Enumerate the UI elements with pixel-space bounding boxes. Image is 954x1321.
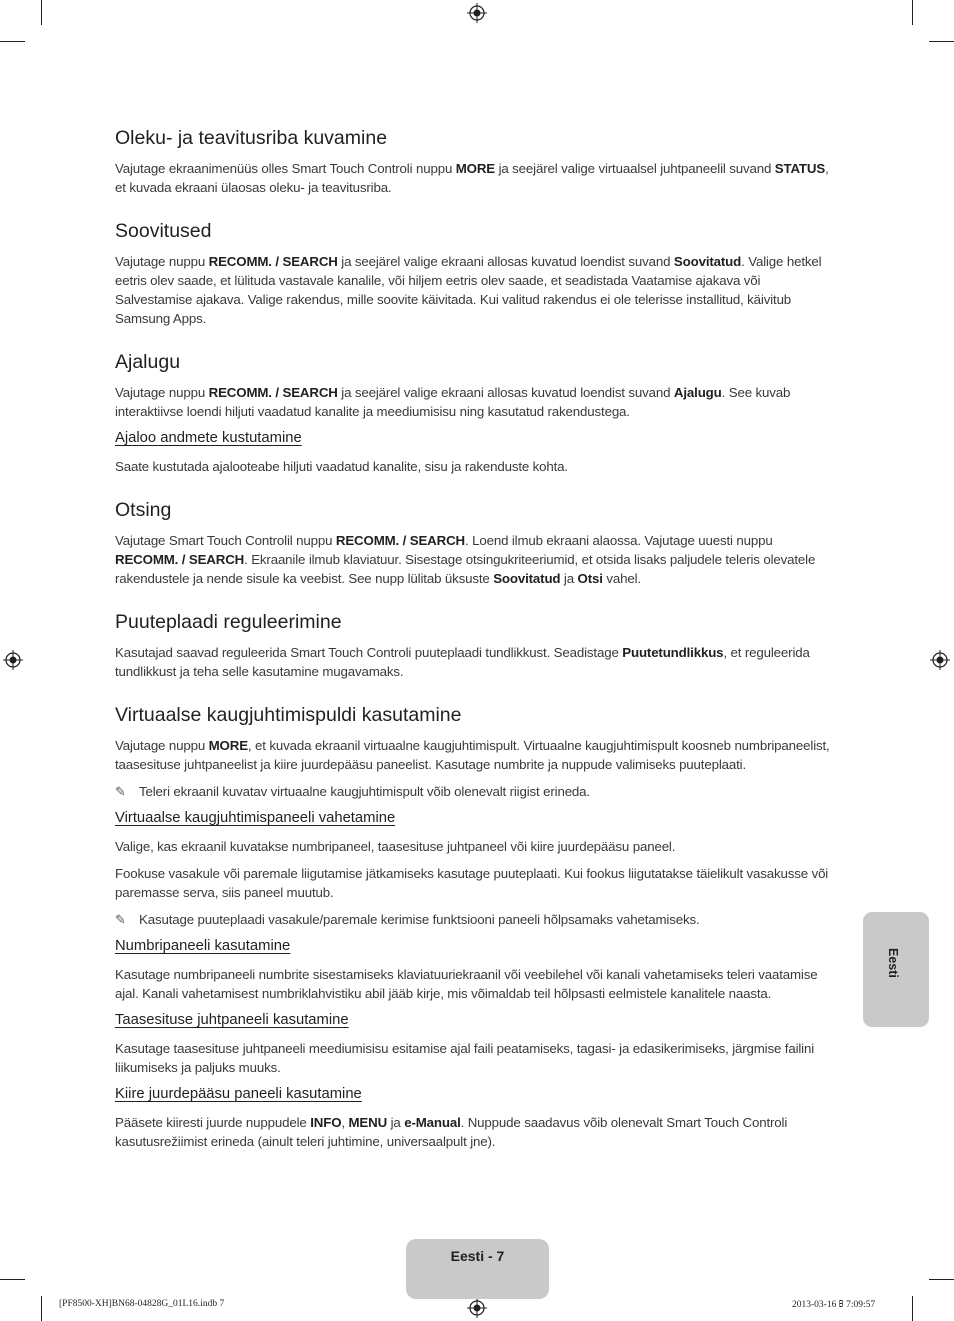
- body-paragraph: [115, 159, 831, 197]
- language-side-tab-label: Eesti: [886, 948, 900, 978]
- body-paragraph: [115, 457, 831, 476]
- text-run: ja: [387, 1115, 405, 1130]
- text-run: , et kuvada ekraanil virtuaalne kaugjuhtimispult. Virtuaalne kaugjuhtimispult koosneb numbripaneelist, taasesituse juhtpaneelist ja kiire juurdepääsu paneelist. Kasutage numbrite ja nuppude valimiseks puuteplaati.: [115, 738, 830, 772]
- text-run: ja seejärel valige ekraani allosas kuvatud loendist suvand: [337, 254, 674, 269]
- bold-term: MENU: [348, 1115, 388, 1130]
- section-heading: Oleku- ja teavitusriba kuvamine: [115, 127, 388, 149]
- language-side-tab: [863, 912, 929, 1027]
- page-number: Eesti - 7: [406, 1239, 549, 1299]
- bold-term: Ajalugu: [673, 385, 722, 400]
- text-run: . Ekraanile ilmub klaviatuur. Sisestage otsingukriteeriumid, et otsida lisaks paljudele teleris olevatele rakendustele ja nende sisule ka veebist. See nupp lülitab üksuste: [115, 552, 816, 586]
- body-paragraph: [115, 252, 831, 328]
- crop-mark: [41, 1296, 42, 1321]
- bold-term: Soovitatud: [673, 254, 742, 269]
- body-paragraph: [115, 864, 831, 902]
- registration-mark-icon: [467, 3, 487, 23]
- body-paragraph: [115, 965, 831, 1003]
- text-run: ja seejärel valige ekraani allosas kuvatud loendist suvand: [337, 385, 674, 400]
- subsection-heading: Kiire juurdepääsu paneeli kasutamine: [115, 1086, 362, 1102]
- text-run: Fookuse vasakule või paremale liigutamise jätkamiseks kasutage puuteplaati. Kui fookus liigutatakse täielikult vasakusse või paremasse serva, siis paneel muutub.: [115, 866, 829, 900]
- text-run: ja: [560, 571, 578, 586]
- text-run: ,: [341, 1115, 349, 1130]
- bold-term: Otsi: [577, 571, 603, 586]
- text-run: , et reguleerida tundlikkust ja teha selle kasutamine mugavamaks.: [115, 645, 810, 679]
- crop-mark: [929, 41, 954, 42]
- crop-mark: [0, 1279, 25, 1280]
- subsection-heading: Ajaloo andmete kustutamine: [115, 430, 302, 446]
- note: [115, 782, 831, 801]
- bold-term: MORE: [455, 161, 496, 176]
- text-run: vahel.: [602, 571, 641, 586]
- crop-mark: [0, 41, 25, 42]
- subsection-title-wrap: [115, 1011, 831, 1039]
- subsection-title-wrap: [115, 809, 831, 837]
- section-heading: Otsing: [115, 499, 172, 521]
- text-run: Saate kustutada ajalooteabe hiljuti vaadatud kanalite, sisu ja rakenduste kohta.: [115, 459, 568, 474]
- text-run: Kasutage numbripaneeli numbrite sisestamiseks klaviatuuriekraanil või veebilehel või kanali vahetamiseks teleri vaatamise ajal. Kanali vahetamisest numbriklahvistiku abil jääb kirje, mis võimaldab teil hõlpsasti eelmistele kanalitele naasta.: [115, 967, 818, 1001]
- text-run: Vajutage Smart Touch Controlil nuppu: [115, 533, 336, 548]
- pencil-icon: ✎: [115, 912, 126, 927]
- subsection-heading: Numbripaneeli kasutamine: [115, 938, 291, 954]
- text-run: Kasutajad saavad reguleerida Smart Touch Controli puuteplaadi tundlikkust. Seadistage: [115, 645, 623, 660]
- page-content: [115, 126, 831, 1173]
- pencil-icon: ✎: [115, 784, 126, 799]
- text-run: Vajutage nuppu: [115, 385, 209, 400]
- text-run: . Loend ilmub ekraani alaossa. Vajutage uuesti nuppu: [465, 533, 773, 548]
- text-run: . See kuvab interaktiivse loendi hiljuti vaadatud kanalite ja meediumisisu ning kasutatud rakendustega.: [115, 385, 791, 419]
- bold-term: Soovitatud: [493, 571, 561, 586]
- registration-mark-icon: [3, 650, 23, 670]
- footer-timestamp: 2013-03-16 ꕗ 7:09:57: [792, 1300, 876, 1310]
- subsection-title-wrap: [115, 937, 831, 965]
- subsection-heading: Virtuaalse kaugjuhtimispaneeli vahetamine: [115, 810, 396, 826]
- body-paragraph: [115, 1113, 831, 1151]
- text-run: Vajutage ekraanimenüüs olles Smart Touch Controli nuppu: [115, 161, 456, 176]
- section-heading: Soovitused: [115, 220, 212, 242]
- subsection-title-wrap: [115, 1085, 831, 1113]
- text-run: Valige, kas ekraanil kuvatakse numbripaneel, taasesituse juhtpaneel või kiire juurdepääsu paneel.: [115, 839, 676, 854]
- body-paragraph: [115, 383, 831, 421]
- crop-mark: [41, 0, 42, 25]
- text-run: . Valige hetkel eetris olev saade, et lülituda vastavale kanalile, või hiljem eetris olev saade, et seadistada Vaatamise ajakava või Salvestamise ajakava. Valige rakendus, mille soovite käivitada. Kui valitud rakendus ei ole telerisse installitud, käivitub Samsung Apps.: [115, 254, 822, 326]
- body-paragraph: [115, 1039, 831, 1077]
- crop-mark: [929, 1279, 954, 1280]
- text-run: Vajutage nuppu: [115, 254, 209, 269]
- bold-term: Puutetundlikkus: [622, 645, 724, 660]
- section-heading: Puuteplaadi reguleerimine: [115, 611, 342, 633]
- note-text: Teleri ekraanil kuvatav virtuaalne kaugjuhtimispult võib olenevalt riigist erineda.: [139, 784, 590, 799]
- crop-mark: [912, 1296, 913, 1321]
- subsection-heading: Taasesituse juhtpaneeli kasutamine: [115, 1012, 349, 1028]
- bold-term: RECOMM. / SEARCH: [335, 533, 465, 548]
- bold-term: INFO: [310, 1115, 342, 1130]
- crop-mark: [912, 0, 913, 25]
- text-run: Kasutage taasesituse juhtpaneeli meediumisisu esitamise ajal faili peatamiseks, tagasi- ja edasikerimiseks, järgmise failini liikumiseks ja paljuks muuks.: [115, 1041, 815, 1075]
- text-run: , et kuvada ekraani ülaosas oleku- ja teavitusriba.: [115, 161, 829, 195]
- text-run: ja seejärel valige virtuaalsel juhtpaneelil suvand: [495, 161, 775, 176]
- body-paragraph: [115, 643, 831, 681]
- bold-term: e-Manual: [404, 1115, 461, 1130]
- body-paragraph: [115, 531, 831, 588]
- subsection-title-wrap: [115, 429, 831, 457]
- section-heading: Virtuaalse kaugjuhtimispuldi kasutamine: [115, 704, 462, 726]
- text-run: . Nuppude saadavus võib olenevalt Smart Touch Controli kasutusrežiimist erineda (ainult teleri juhtimine, universaalpult jne).: [115, 1115, 788, 1149]
- note: [115, 910, 831, 929]
- section-heading: Ajalugu: [115, 351, 181, 373]
- bold-term: MORE: [208, 738, 248, 753]
- bold-term: STATUS: [774, 161, 826, 176]
- bold-term: RECOMM. / SEARCH: [208, 254, 338, 269]
- note-text: Kasutage puuteplaadi vasakule/paremale kerimise funktsiooni paneeli hõlpsamaks vahetamiseks.: [139, 912, 700, 927]
- registration-mark-icon: [467, 1298, 487, 1318]
- bold-term: RECOMM. / SEARCH: [115, 552, 245, 567]
- registration-mark-icon: [930, 650, 950, 670]
- body-paragraph: [115, 736, 831, 774]
- body-paragraph: [115, 837, 831, 856]
- footer-file-info: [PF8500-XH]BN68-04828G_01L16.indb 7: [59, 1299, 225, 1309]
- text-run: Pääsete kiiresti juurde nuppudele: [115, 1115, 311, 1130]
- bold-term: RECOMM. / SEARCH: [208, 385, 338, 400]
- text-run: Vajutage nuppu: [115, 738, 209, 753]
